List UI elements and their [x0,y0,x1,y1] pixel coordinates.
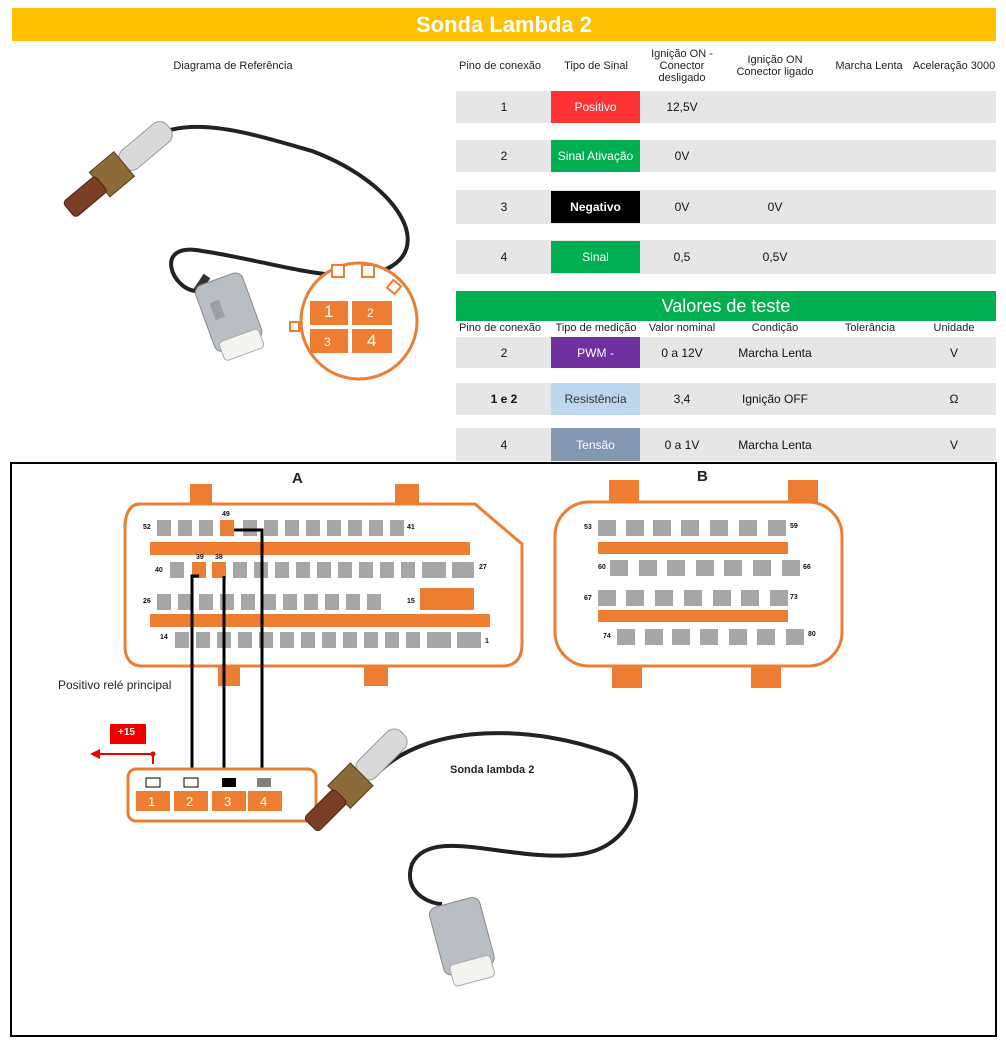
test-nominal: 3,4 [673,392,691,406]
harness-pin-1: 1 [148,794,156,809]
ref-pin-3: 3 [324,335,331,349]
pin-label: 80 [808,631,816,638]
pin-label: 27 [479,564,487,571]
pin-label: 59 [790,523,798,530]
pin-label: 53 [584,524,592,531]
wiring-diagram [10,462,997,1037]
harness-pin-3: 3 [224,794,232,809]
test-condition: Marcha Lenta [738,437,812,452]
test-header-nominal: Valor nominal [648,322,716,334]
pin-label: 38 [215,554,223,561]
pin-label: 14 [160,634,168,641]
harness-connector [128,769,316,821]
pin-label: 39 [196,554,204,561]
sensor-label: Sonda lambda 2 [450,764,535,776]
ref-pin-2: 2 [367,306,374,320]
test-unit: Ω [949,392,959,406]
pin-label: 52 [143,524,151,531]
ref-pin-1: 1 [324,302,334,321]
test-header-tolerance: Tolerância [844,322,896,334]
pin-label: 60 [598,564,606,571]
signal-type-badge: Positivo [551,91,640,123]
signal-pin: 4 [500,250,508,264]
signal-type-badge: Sinal [551,241,640,273]
pin-label: 41 [407,524,415,531]
pin-label: 49 [222,511,230,518]
harness-pin-4: 4 [260,794,268,809]
pin-label: 1 [485,638,489,645]
signal-pin: 3 [500,200,508,214]
header-idle: Marcha Lenta [835,60,903,72]
relay-label: Positivo relé principal [58,678,172,692]
signal-pin: 2 [500,149,508,163]
ecu-connector-a [125,484,522,686]
test-measure-badge: PWM - [551,337,640,368]
signal-ign-off: 0V [674,149,690,163]
header-pin: Pino de conexão [459,60,541,72]
signal-pin: 1 [500,100,508,114]
reference-diagram [12,91,454,462]
harness-pin-2: 2 [186,794,194,809]
ref-pin-4: 4 [367,331,377,350]
test-nominal: 0 a 1V [664,437,700,452]
test-pin: 4 [500,437,508,452]
signal-ign-off: 0V [674,200,690,214]
test-pin: 2 [500,345,508,360]
test-values-title: Valores de teste [456,291,996,321]
lambda-sensor-image [299,722,636,988]
pin-label: 73 [790,594,798,601]
test-nominal: 0 a 12V [661,345,703,360]
signal-ign-off: 12,5V [666,100,698,114]
header-ign-on: Ignição ON Conector ligado [736,54,814,78]
pin-label: 15 [407,598,415,605]
header-signal-type: Tipo de Sinal [564,60,628,72]
test-condition: Ignição OFF [741,392,809,406]
ecu-connector-b [555,480,842,688]
test-header-measure: Tipo de medição [555,322,637,334]
plus15-label: +15 [118,727,135,738]
signal-type-badge: Negativo [551,191,640,223]
test-unit: V [949,437,958,452]
test-header-unit: Unidade [933,322,975,334]
test-condition: Marcha Lenta [738,345,812,360]
connector-reference [290,263,417,379]
pin-label: 67 [584,595,592,602]
signal-ign-on: 0V [767,200,783,214]
test-header-condition: Condição [751,322,799,334]
page-title: Sonda Lambda 2 [12,8,996,41]
ecu-b-label: B [697,468,708,485]
header-ign-off: Ignição ON - Conector desligado [651,48,713,84]
pin-label: 26 [143,598,151,605]
test-unit: V [949,345,958,360]
ecu-a-label: A [292,470,303,487]
test-measure-badge: Resistência [551,383,640,415]
test-measure-badge: Tensão [551,428,640,461]
signal-type-badge: Sinal Ativação [551,140,640,172]
header-ref-diagram: Diagrama de Referência [173,60,293,72]
pin-label: 66 [803,564,811,571]
pin-label: 74 [603,633,611,640]
signal-ign-off: 0,5 [673,250,691,264]
test-pin: 1 e 2 [490,392,518,406]
signal-ign-on: 0,5V [762,250,788,264]
test-header-pin: Pino de conexão [459,322,541,334]
pin-label: 40 [155,567,163,574]
header-accel: Aceleração 3000 [912,60,996,72]
